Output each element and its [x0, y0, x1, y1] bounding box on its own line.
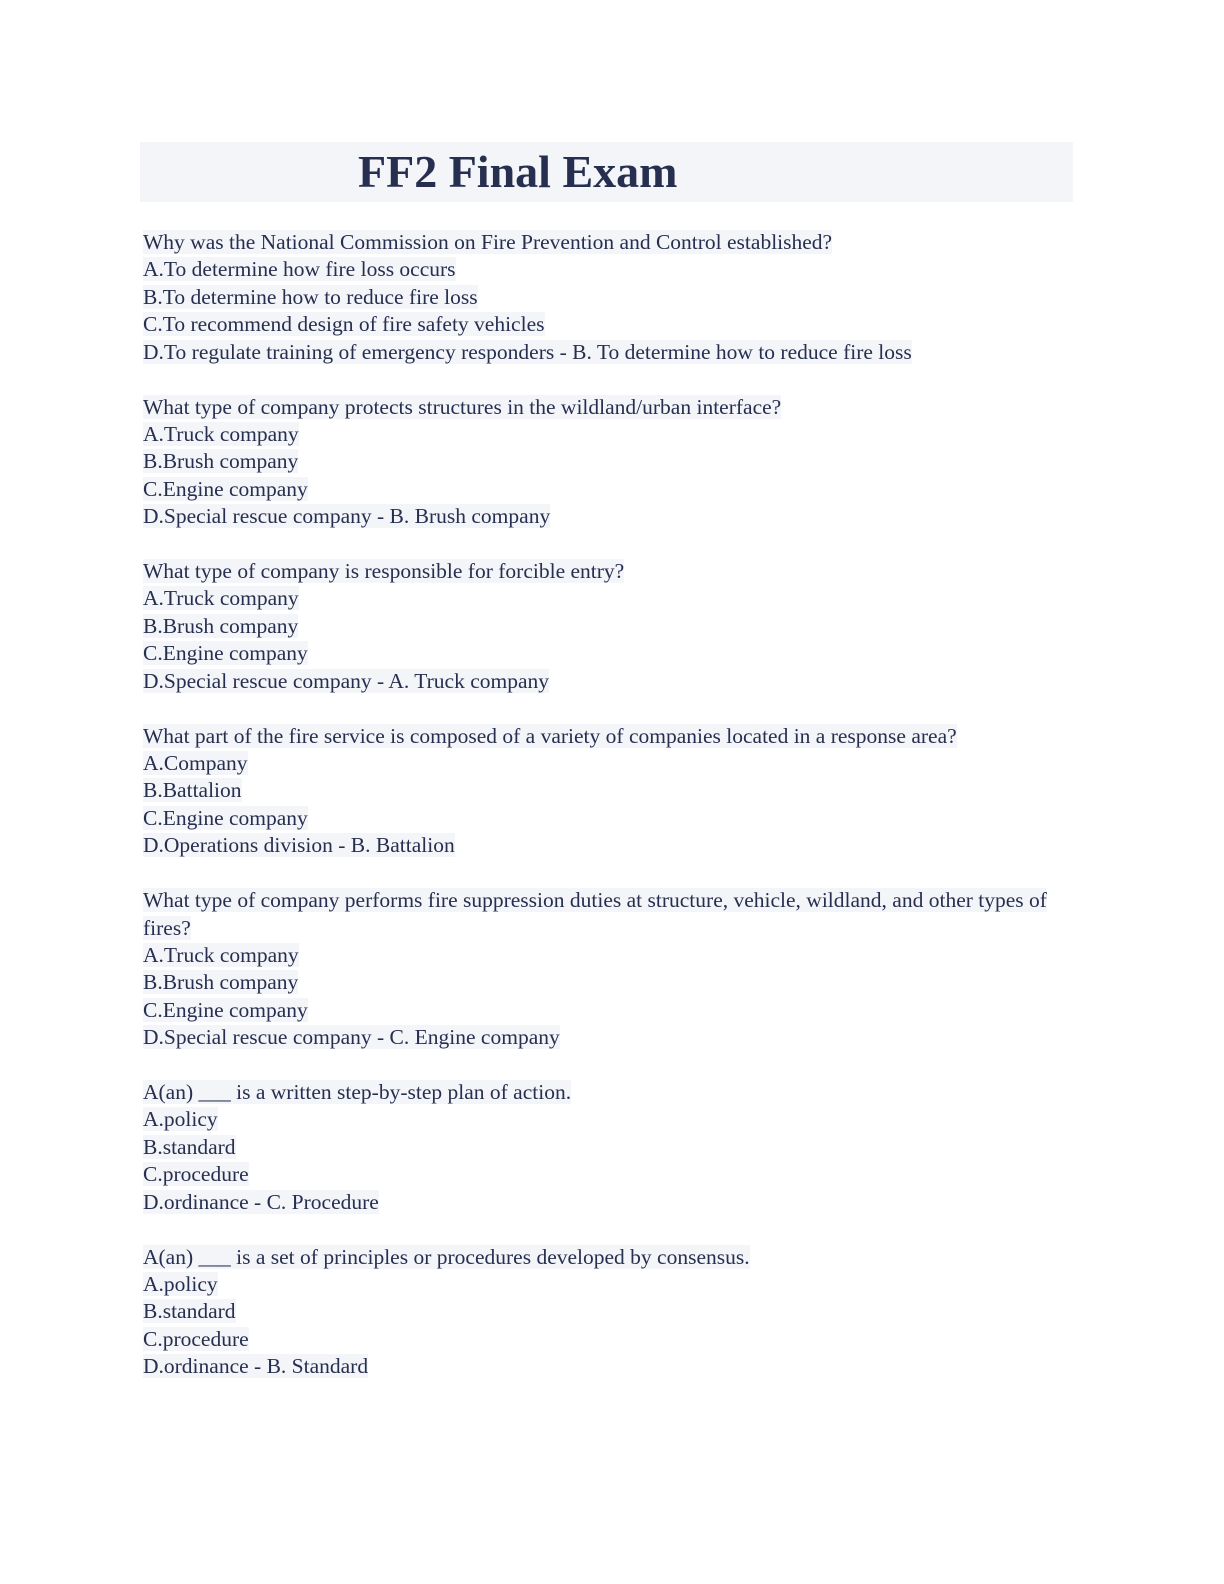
question-block-7 [143, 1244, 1078, 1381]
question-block-5 [143, 887, 1078, 1051]
answer-option-d-with-answer: D.Operations division - B. Battalion [143, 833, 455, 858]
answer-option-c: C.procedure [143, 1326, 249, 1351]
answer-option-c: C.Engine company [143, 641, 308, 666]
answer-option-a: A.Truck company [143, 421, 299, 446]
question-block-3 [143, 558, 1078, 695]
answer-option-a: A.policy [143, 1272, 218, 1296]
question-prompt: What type of company performs fire suppression duties at structure, vehicle, wildland, and other types of fires? [143, 888, 1047, 940]
question-prompt: Why was the National Commission on Fire Prevention and Control established? [143, 230, 833, 254]
answer-option-c: C.Engine company [143, 805, 308, 830]
answer-option-a: A.policy [143, 1107, 218, 1132]
question-prompt: A(an) ___ is a set of principles or procedures developed by consensus. [143, 1244, 750, 1269]
question-block-6 [143, 1079, 1078, 1216]
answer-option-d-with-answer: D.Special rescue company - A. Truck company [143, 668, 550, 693]
answer-option-a: A.Company [143, 751, 248, 775]
title-banner [140, 142, 1073, 202]
question-prompt: What part of the fire service is composed of a variety of companies located in a response area? [143, 723, 957, 748]
question-list [143, 229, 1078, 1408]
answer-option-d-with-answer: D.ordinance - C. Procedure [143, 1189, 379, 1214]
answer-option-b: B.Battalion [143, 778, 242, 803]
answer-option-b: B.To determine how to reduce fire loss [143, 284, 478, 309]
answer-option-c: C.Engine company [143, 997, 308, 1022]
question-prompt: What type of company protects structures in the wildland/urban interface? [143, 394, 782, 419]
question-block-2 [143, 394, 1078, 531]
answer-option-a: A.Truck company [143, 586, 299, 611]
page-title: FF2 Final Exam [358, 146, 678, 197]
answer-option-b: B.standard [143, 1299, 236, 1324]
answer-option-d-with-answer: D.Special rescue company - B. Brush company [143, 504, 551, 529]
answer-option-b: B.Brush company [143, 613, 299, 638]
answer-option-a: A.Truck company [143, 942, 299, 967]
answer-option-a: A.To determine how fire loss occurs [143, 257, 456, 282]
answer-option-b: B.standard [143, 1134, 236, 1159]
question-block-4 [143, 723, 1078, 860]
answer-option-d-with-answer: D.To regulate training of emergency responders - B. To determine how to reduce fire loss [143, 339, 912, 364]
answer-option-d-with-answer: D.Special rescue company - C. Engine company [143, 1025, 560, 1050]
answer-option-c: C.procedure [143, 1162, 249, 1187]
question-prompt: What type of company is responsible for forcible entry? [143, 559, 625, 584]
answer-option-b: B.Brush company [143, 970, 299, 995]
answer-option-d-with-answer: D.ordinance - B. Standard [143, 1354, 369, 1379]
answer-option-b: B.Brush company [143, 449, 299, 474]
question-prompt: A(an) ___ is a written step-by-step plan of action. [143, 1080, 572, 1105]
question-block-1 [143, 229, 1078, 366]
answer-option-c: C.To recommend design of fire safety vehicles [143, 312, 545, 337]
answer-option-c: C.Engine company [143, 476, 308, 501]
